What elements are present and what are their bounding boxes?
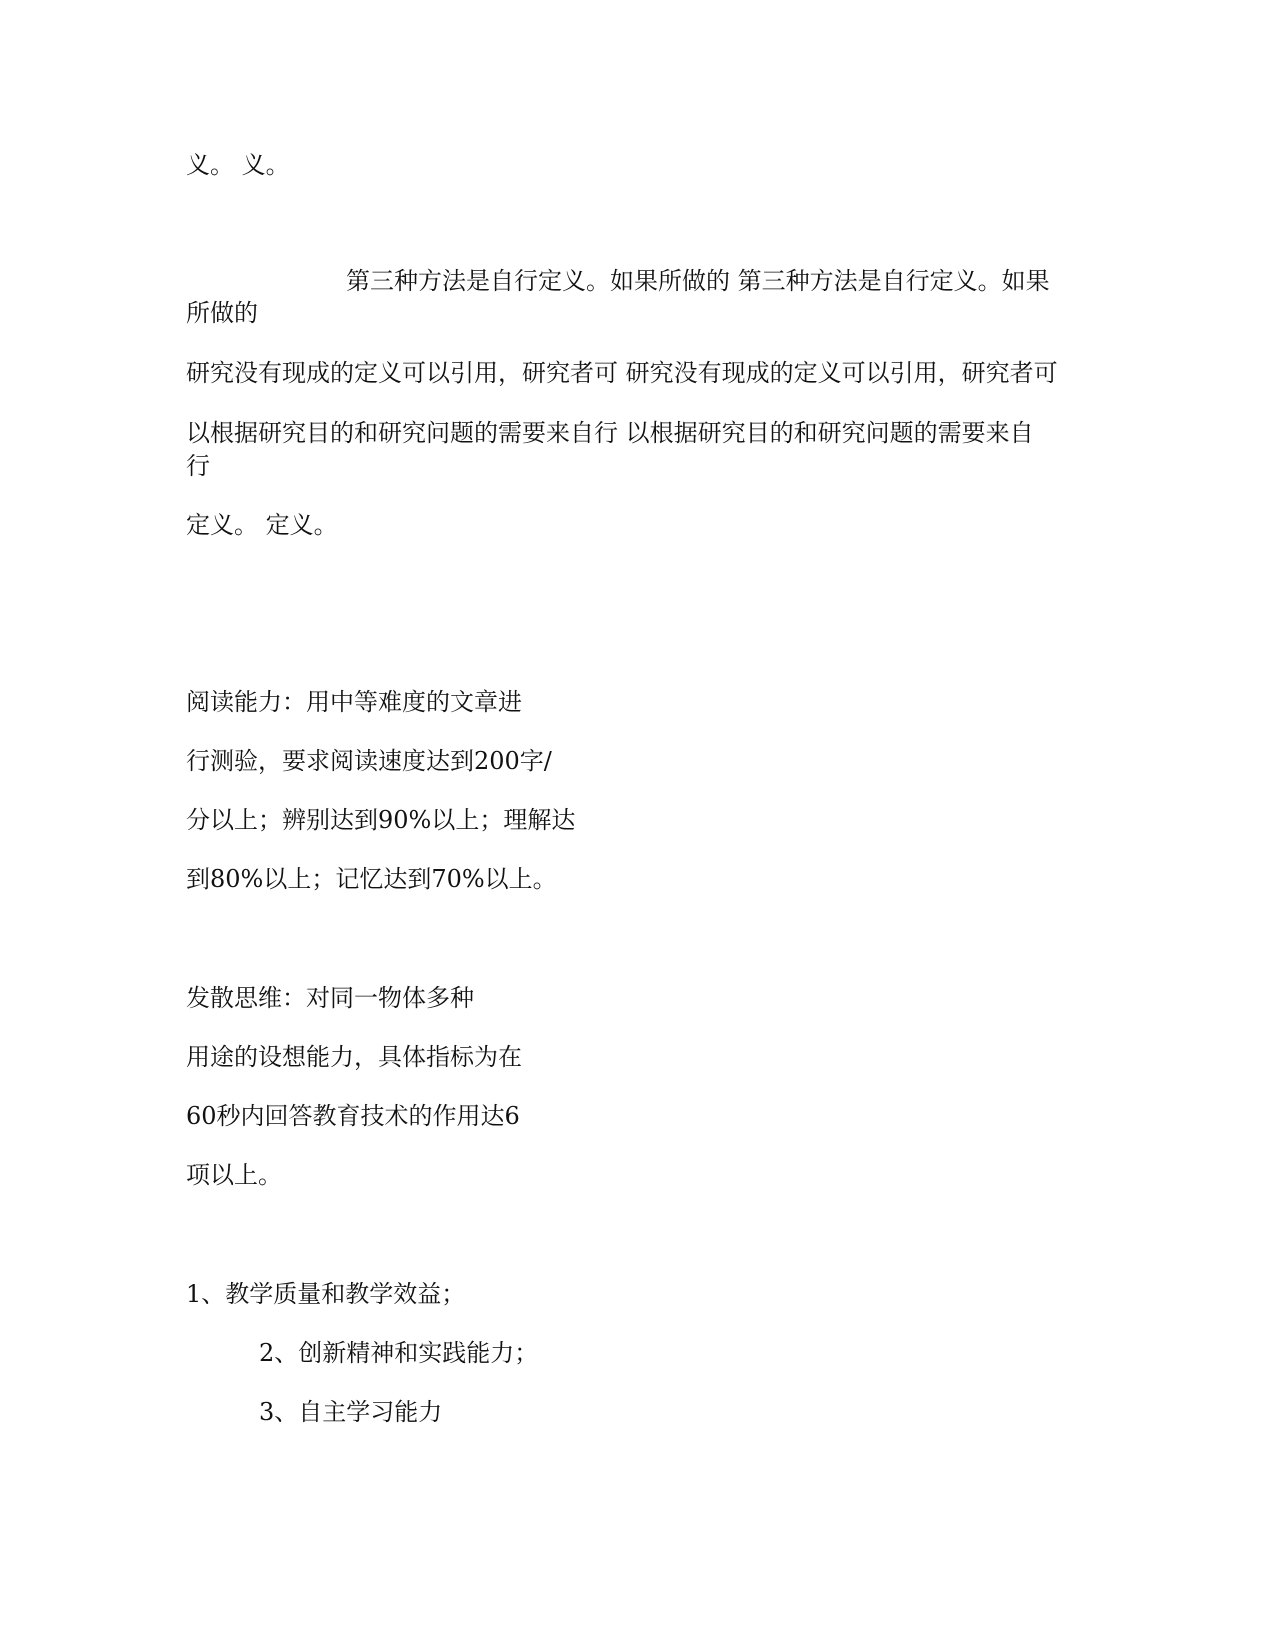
text-line: 义。 义。 — [186, 151, 290, 179]
text-line: 行 — [186, 452, 210, 480]
text-line: 定义。 定义。 — [186, 511, 338, 539]
text-line: 到80%以上；记忆达到70%以上。 — [186, 865, 557, 893]
list-item: 3、自主学习能力 — [259, 1398, 443, 1426]
text-line: 60秒内回答教育技术的作用达6 — [186, 1102, 520, 1130]
text-line: 用途的设想能力，具体指标为在 — [186, 1043, 522, 1071]
text-line: 所做的 — [186, 299, 258, 327]
text-line: 以根据研究目的和研究问题的需要来自行 以根据研究目的和研究问题的需要来自 — [186, 419, 1034, 447]
text-line: 分以上；辨别达到90%以上；理解达 — [186, 806, 576, 834]
text-line: 项以上。 — [186, 1161, 282, 1189]
text-line: 行测验，要求阅读速度达到200字/ — [186, 747, 552, 775]
text-line: 研究没有现成的定义可以引用，研究者可 研究没有现成的定义可以引用，研究者可 — [186, 359, 1058, 387]
text-line: 发散思维：对同一物体多种 — [186, 984, 474, 1012]
text-line: 第三种方法是自行定义。如果所做的 第三种方法是自行定义。如果 — [346, 267, 1050, 295]
list-item: 1、教学质量和教学效益； — [186, 1280, 466, 1308]
text-line: 阅读能力：用中等难度的文章进 — [186, 688, 522, 716]
list-item: 2、创新精神和实践能力； — [259, 1339, 539, 1367]
